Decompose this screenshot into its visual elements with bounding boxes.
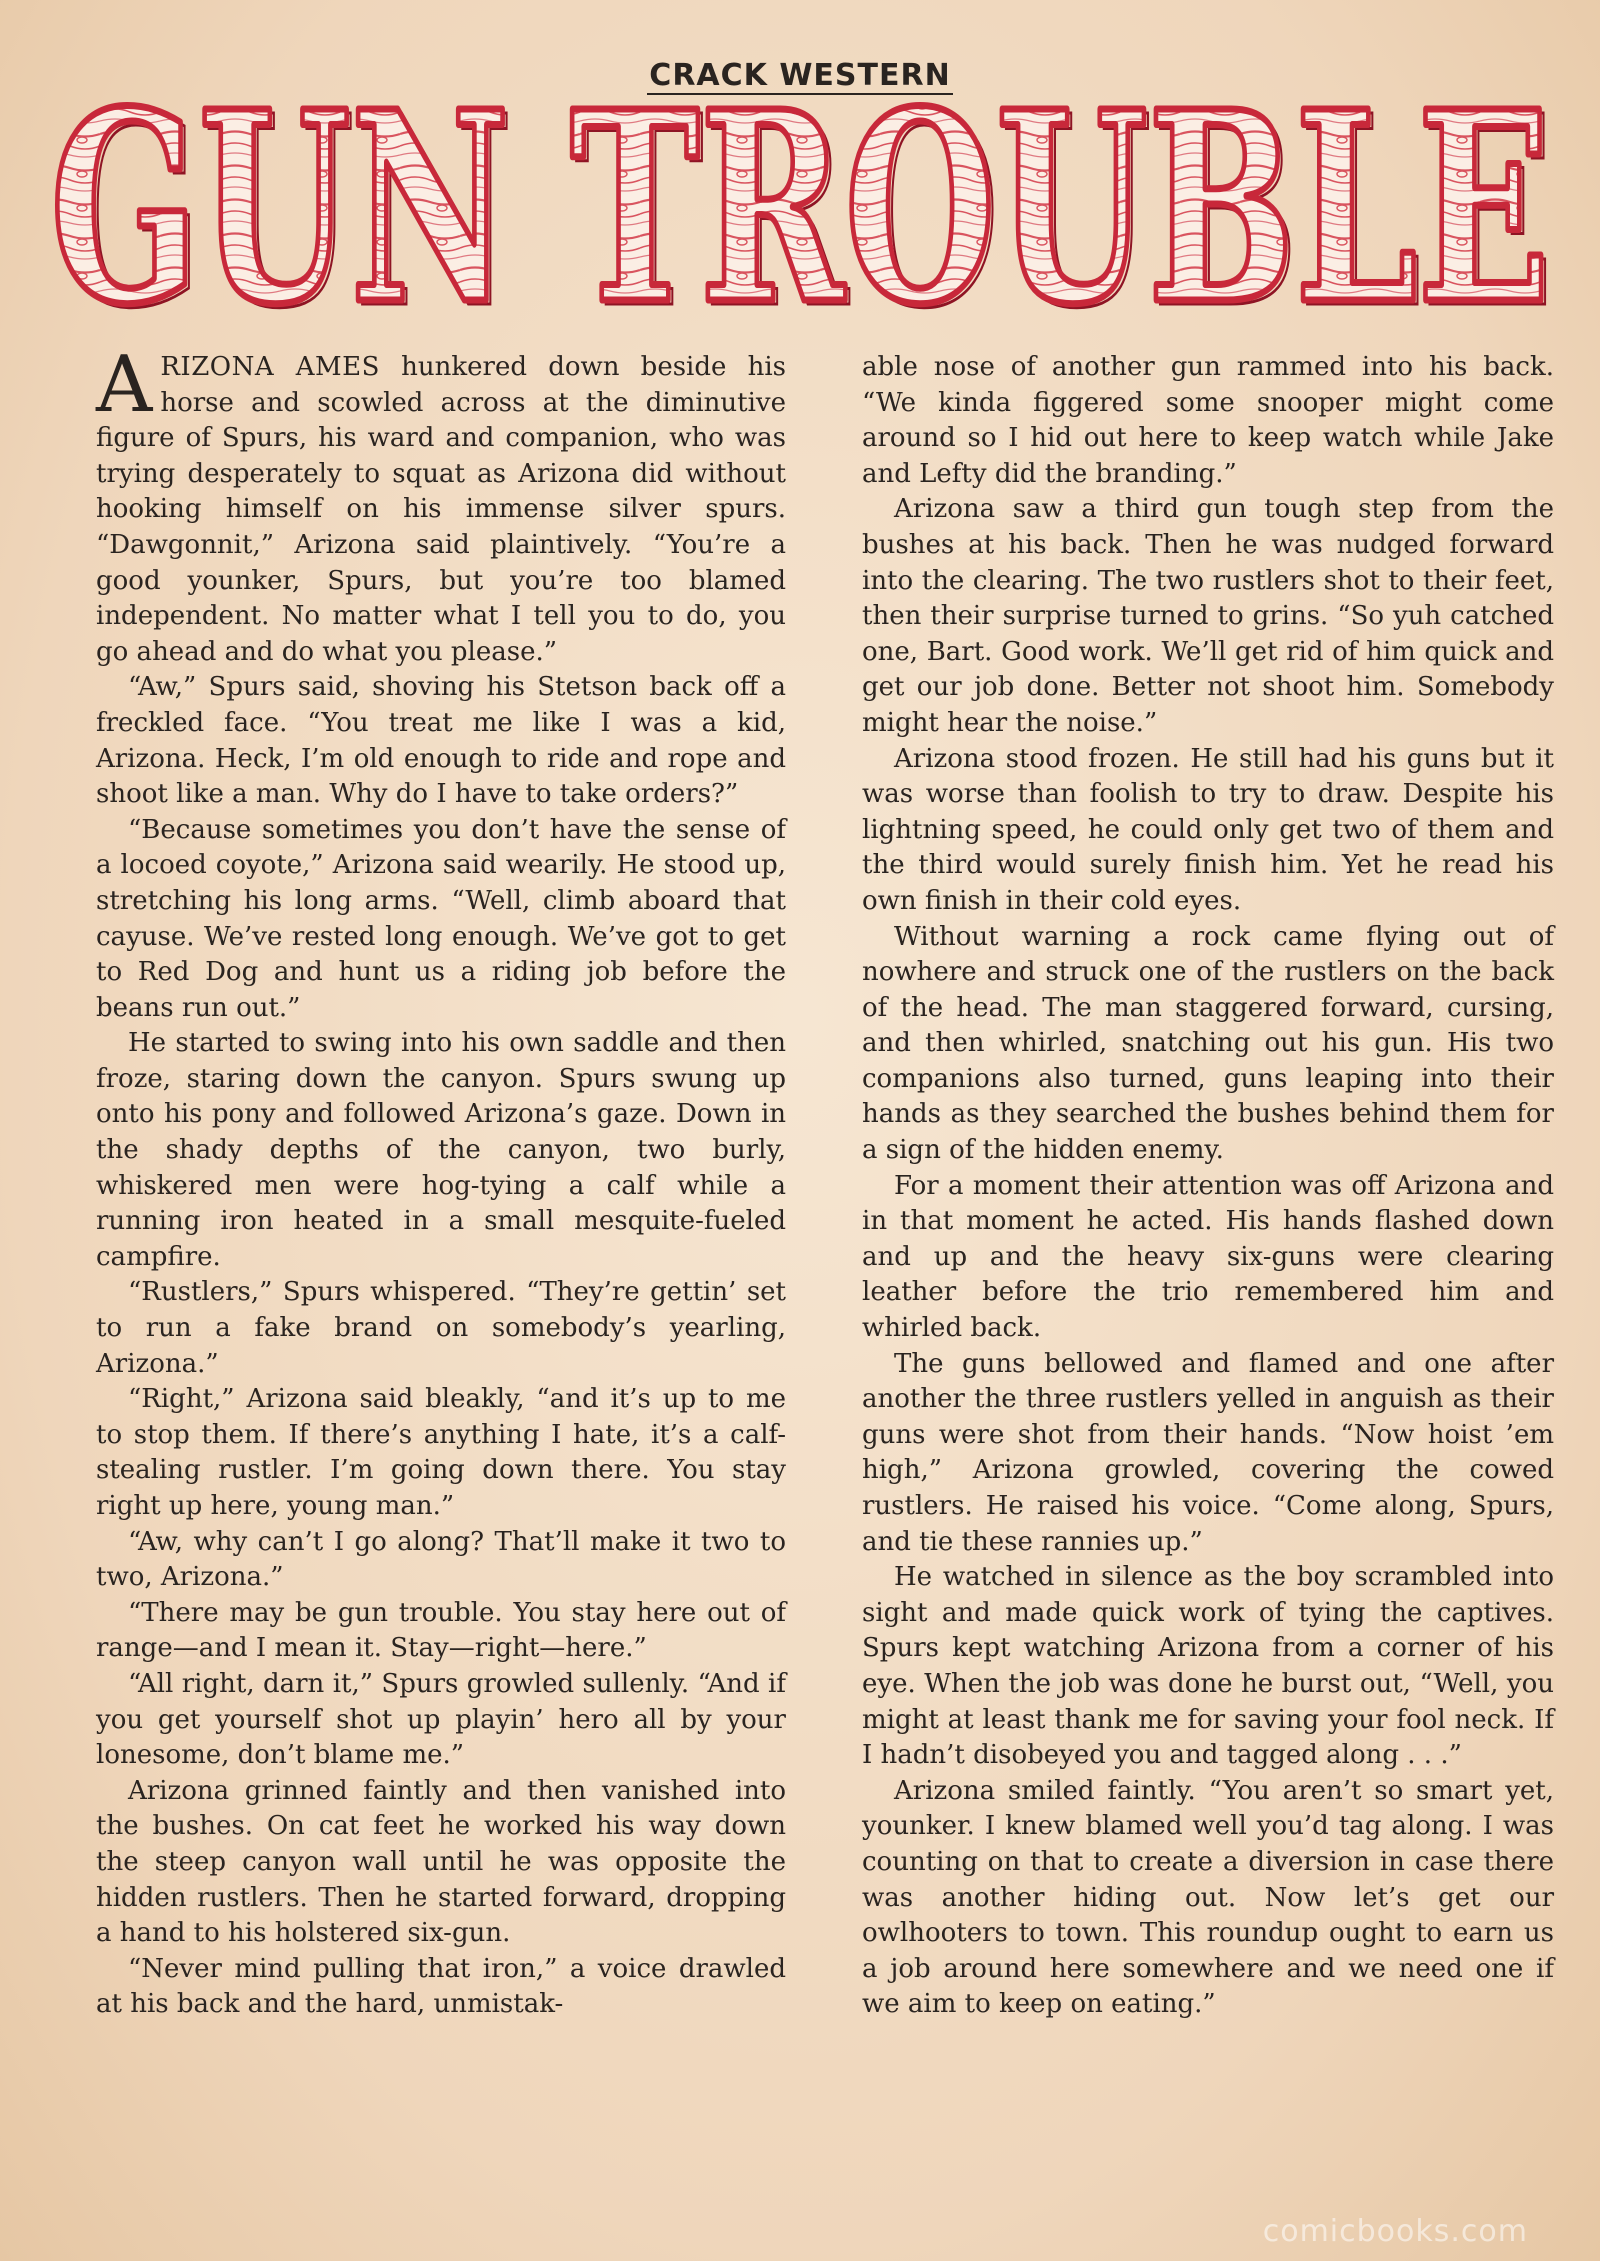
story-paragraph: For a moment their attention was off Arizona and in that moment he acted. His hands flashed down and up and the heavy six-guns were clearing leather before the trio remembered him and whirled back. bbox=[862, 1170, 1554, 1344]
story-paragraph: “All right, darn it,” Spurs growled sullenly. “And if you get yourself shot up playin’ hero all by your lonesome, don’t blame me.” bbox=[96, 1668, 786, 1771]
story-paragraph: “Never mind pulling that iron,” a voice drawled at his back and the hard, unmistak- bbox=[96, 1953, 786, 2020]
story-paragraph bbox=[96, 340, 786, 670]
story-title bbox=[40, 92, 1560, 322]
story-paragraph: The guns bellowed and flamed and one after another the three rustlers yelled in anguish as their guns were shot from their hands. “Now hoist ’em high,” Arizona growled, covering the cowed rustlers. He raised his voice. “Come along, Spurs, and tie these rannies up.” bbox=[862, 1348, 1554, 1557]
story-paragraph: “Rustlers,” Spurs whispered. “They’re gettin’ set to run a fake brand on somebody’s yearling, Arizona.” bbox=[96, 1277, 786, 1379]
story-lead: RIZONA AMES bbox=[160, 352, 380, 382]
story-column-left bbox=[96, 340, 786, 2023]
story-paragraph: Arizona stood frozen. He still had his guns but it was worse than foolish to try to draw. Despite his lightning speed, he could only get two of them and the third would surely finish him. Yet he read his own finish in their cold eyes. bbox=[862, 743, 1554, 916]
magazine-name bbox=[0, 58, 1600, 93]
story-paragraph: “Aw,” Spurs said, shoving his Stetson back off a freckled face. “You treat me like I was a kid, Arizona. Heck, I’m old enough to ride and rope and shoot like a man. Why do I have to take orders?” bbox=[96, 672, 786, 810]
story-opening-text: hunkered down beside his horse and scowled across at the diminutive figure of Spurs, his ward and companion, who was trying desperately to squat as Arizona did without hooking himself on his immense silver spurs. “Dawgonnit,” Arizona said plaintively. “You’re a good younker, Spurs, but you’re too blamed independent. No matter what I tell you to do, you go ahead and do what you please.” bbox=[96, 352, 786, 667]
story-paragraph: “Right,” Arizona said bleakly, “and it’s up to me to stop them. If there’s anything I hate, it’s a calf-stealing rustler. I’m going down there. You stay right up here, young man.” bbox=[96, 1384, 786, 1521]
story-paragraph: “Aw, why can’t I go along? That’ll make it two to two, Arizona.” bbox=[96, 1526, 786, 1593]
title-shadow: GUN TROUBLE bbox=[54, 92, 1554, 322]
story-paragraph: Without warning a rock came flying out of nowhere and struck one of the rustlers on the back of the head. The man staggered forward, cursing, and then whirled, snatching out his gun. His two companions also turned, guns leaping into their hands as they searched the bushes behind them for a sign of the hidden enemy. bbox=[862, 921, 1554, 1166]
story-paragraph: He started to swing into his own saddle and then froze, staring down the canyon. Spurs swung up onto his pony and followed Arizona’s gaze. Down in the shady depths of the canyon, two burly, whiskered men were hog-tying a calf while a running iron heated in a small mesquite-fueled campfire. bbox=[96, 1028, 786, 1272]
story-paragraph: Arizona grinned faintly and then vanished into the bushes. On cat feet he worked his way down the steep canyon wall until he was opposite the hidden rustlers. Then he started forward, dropping a hand to his holstered six-gun. bbox=[96, 1775, 786, 1949]
story-paragraph: He watched in silence as the boy scrambled into sight and made quick work of tying the captives. Spurs kept watching Arizona from a corner of his eye. When the job was done he burst out, “Well, you might at least thank me for saving your fool neck. If I hadn’t disobeyed you and tagged along . . .” bbox=[862, 1562, 1554, 1771]
title-text: GUN TROUBLE bbox=[50, 92, 1550, 322]
story-column-right bbox=[862, 350, 1554, 2023]
story-paragraph: Arizona saw a third gun tough step from the bushes at his back. Then he was nudged forward into the clearing. The two rustlers shot to their feet, then their surprise turned to grins. “So yuh catched one, Bart. Good work. We’ll get rid of him quick and get our job done. Better not shoot him. Somebody might hear the noise.” bbox=[862, 494, 1554, 738]
site-watermark: comicbooks.com bbox=[1262, 2214, 1528, 2249]
story-paragraph: “Because sometimes you don’t have the sense of a locoed coyote,” Arizona said wearily. He stood up, stretching his long arms. “Well, climb aboard that cayuse. We’ve rested long enough. We’ve got to get to Red Dog and hunt us a riding job before the beans run out.” bbox=[96, 814, 786, 1023]
story-paragraph: Arizona smiled faintly. “You aren’t so smart yet, younker. I knew blamed well you’d tag along. I was counting on that to create a diversion in case there was another hiding out. Now let’s get our owlhooters to town. This roundup ought to earn us a job around here somewhere and we need one if we aim to keep on eating.” bbox=[862, 1775, 1554, 2020]
title-lettering bbox=[40, 92, 1560, 322]
story-paragraph-continued: able nose of another gun rammed into his back. “We kinda figgered some snooper might come around so I hid out here to keep watch while Jake and Lefty did the branding.” bbox=[862, 352, 1554, 489]
drop-cap: A bbox=[96, 340, 153, 430]
story-paragraph: “There may be gun trouble. You stay here out of range—and I mean it. Stay—right—here.” bbox=[96, 1597, 786, 1664]
magazine-name-text: CRACK WESTERN bbox=[649, 58, 951, 93]
